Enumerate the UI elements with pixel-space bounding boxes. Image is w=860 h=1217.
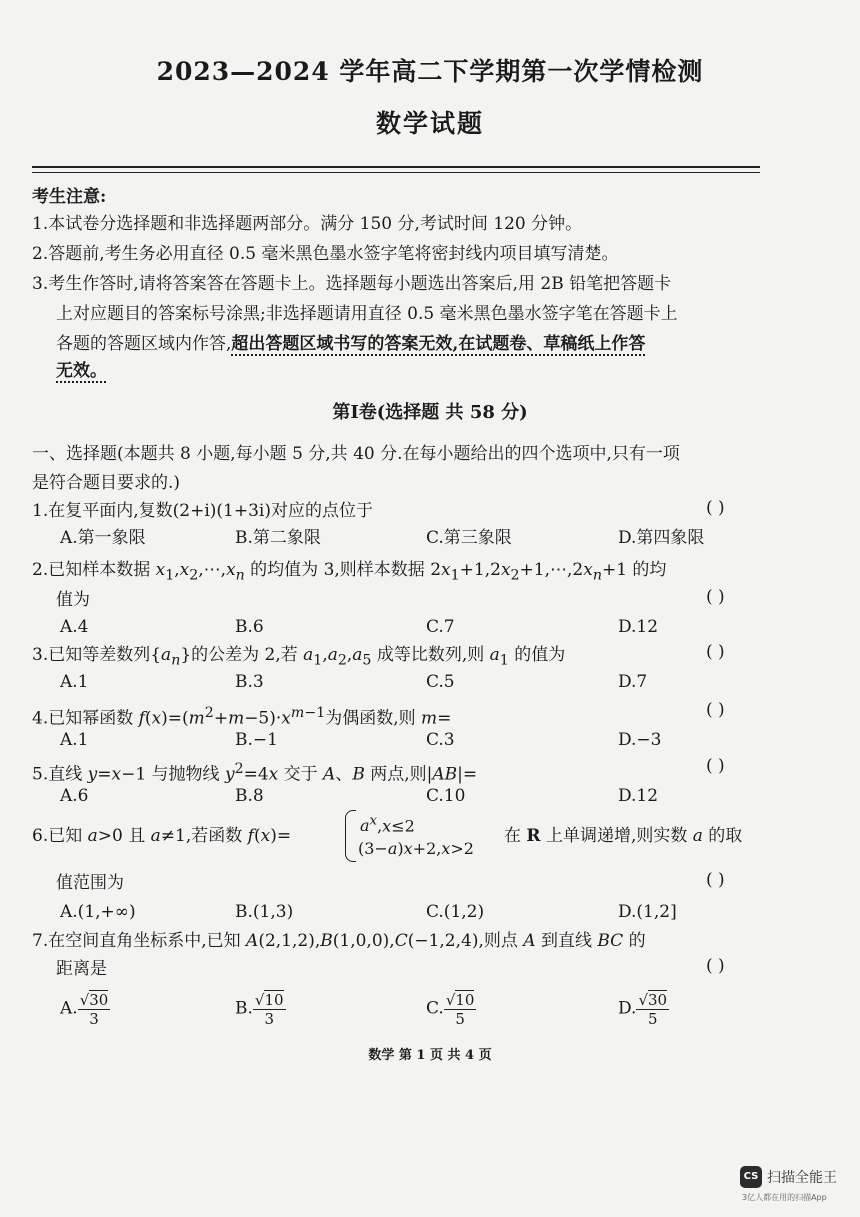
- notice-item-3-line-1: 3.考生作答时,请将答案答在答题卡上。选择题每小题选出答案后,用 2B 铅笔把答题卡: [32, 274, 672, 294]
- q3-text-a: 3.已知等差数列{: [32, 645, 162, 665]
- question-2-stem: 2.已知样本数据 $x_1,x_2,\cdots,x_n$ 的均值为 3,则样本数据 $2x_1+1,2x_2+1,\cdots,2x_n+1$ 的均: [32, 560, 667, 584]
- q5-option-b: B.8: [235, 786, 264, 806]
- notice-item-3-text: 各题的答题区域内作答,: [56, 334, 232, 354]
- q4-option-b: B.−1: [235, 730, 278, 750]
- q2-text-c: 的均: [627, 560, 667, 580]
- answer-paren: ( ): [706, 956, 725, 976]
- answer-paren: ( ): [706, 870, 725, 890]
- q7-option-d-label: D.: [618, 998, 637, 1019]
- scanner-logo-icon: CS: [740, 1166, 762, 1188]
- q3-text-d: 的值为: [508, 645, 566, 665]
- scanner-app-name: 扫描全能王: [767, 1170, 837, 1186]
- q3-option-b: B.3: [235, 672, 264, 692]
- q6-text-f: 的取: [702, 826, 743, 846]
- q6-option-a: A.(1,+∞): [60, 902, 136, 922]
- q7-b-numerator: 10: [264, 991, 284, 1009]
- q5-text-a: 5.直线: [32, 764, 88, 785]
- q7-option-d: D. $\frac{√30}{5}$: [618, 991, 668, 1028]
- scanner-tagline: 3亿人都在用的扫描App: [742, 1193, 827, 1202]
- question-5-stem: 5.直线 y=x−1 与抛物线 $y^2=4x$ 交于 A、B 两点,则|AB|=: [32, 761, 478, 785]
- q3-option-d: D.7: [618, 672, 648, 692]
- q7-text-a: 7.在空间直角坐标系中,已知: [32, 931, 247, 951]
- notice-heading: 考生注意:: [32, 187, 107, 207]
- piecewise-brace: [345, 810, 356, 862]
- q4-text-a: 4.已知幂函数: [32, 708, 139, 729]
- q6-text-c: ,若函数: [185, 826, 248, 846]
- piecewise-case-2: (3−a)x+2,x>2: [358, 839, 474, 858]
- notice-item-3-line-3: [56, 333, 645, 355]
- q1-option-b: B.第二象限: [235, 528, 321, 548]
- q6-option-d: D.(1,2]: [618, 902, 677, 922]
- q7-b-denominator: 3: [264, 1010, 274, 1028]
- answer-paren: ( ): [706, 756, 725, 776]
- question-6-stem-end: 在 R 上单调递增,则实数 a 的取: [504, 826, 743, 846]
- q2-text-a: 2.已知样本数据: [32, 560, 156, 580]
- q5-text-b: 与抛物线: [146, 764, 225, 785]
- q7-c-numerator: 10: [455, 991, 475, 1009]
- q7-option-b: B. $\frac{√10}{3}$: [235, 991, 284, 1028]
- notice-emphasis: 超出答题区域书写的答案无效,在试题卷、草稿纸上作答: [231, 334, 646, 354]
- notice-item-3-line-4: [56, 360, 107, 382]
- q3-text-c: 成等比数列,则: [371, 645, 490, 665]
- q5-option-d: D.12: [618, 786, 659, 806]
- q5-text-e: |=: [457, 764, 478, 785]
- q4-text-b: 为偶函数,则: [325, 708, 422, 729]
- section-title: 第Ⅰ卷(选择题 共 58 分): [332, 402, 528, 423]
- q7-option-a: A. $\frac{√30}{3}$: [60, 991, 109, 1028]
- q6-text-b: 且: [122, 826, 151, 846]
- title-rule-thin: [32, 172, 760, 173]
- q7-a-denominator: 3: [89, 1010, 99, 1028]
- question-7-stem: 7.在空间直角坐标系中,已知 A(2,1,2),B(1,0,0),C(−1,2,4),则点 A 到直线 BC 的: [32, 931, 646, 951]
- question-6-stem-start: 6.已知 a>0 且 a≠1,若函数 f(x)=: [32, 826, 292, 846]
- q2-option-a: A.4: [60, 617, 89, 637]
- notice-item-2: 2.答题前,考生务必用直径 0.5 毫米黑色墨水签字笔将密封线内项目填写清楚。: [32, 244, 619, 264]
- q3-option-a: A.1: [60, 672, 89, 692]
- q1-option-a: A.第一象限: [60, 528, 146, 548]
- q1-option-d: D.第四象限: [618, 528, 705, 548]
- q5-option-a: A.6: [60, 786, 89, 806]
- q5-option-c: C.10: [426, 786, 466, 806]
- q2-option-b: B.6: [235, 617, 264, 637]
- q4-option-d: D.−3: [618, 730, 662, 750]
- q3-option-c: C.5: [426, 672, 455, 692]
- question-3-stem: 3.已知等差数列$\{a_n\}$的公差为 2,若 $a_1,a_2,a_5$ 成等比数列,则 $a_1$ 的值为: [32, 645, 566, 669]
- title-rule-thick: [32, 166, 760, 168]
- answer-paren: ( ): [706, 498, 725, 518]
- q7-text-b: ,则点: [478, 931, 524, 951]
- q7-option-b-label: B.: [235, 998, 253, 1019]
- q6-option-c: C.(1,2): [426, 902, 485, 922]
- question-6-stem-line-2: 值范围为: [56, 873, 124, 893]
- q6-text-d: 在: [504, 826, 527, 846]
- answer-paren: ( ): [706, 587, 725, 607]
- q7-text-c: 到直线: [535, 931, 598, 951]
- exam-subtitle: 数学试题: [375, 109, 484, 138]
- notice-item-3-line-2: 上对应题目的答案标号涂黑;非选择题请用直径 0.5 毫米黑色墨水签字笔在答题卡上: [56, 304, 678, 324]
- q4-option-c: C.3: [426, 730, 455, 750]
- q7-option-c: C. $\frac{√10}{5}$: [426, 991, 475, 1028]
- q2-text-b: 的均值为 3,则样本数据: [244, 560, 431, 580]
- q7-a-numerator: 30: [89, 991, 109, 1009]
- section-intro-line-1: 一、选择题(本题共 8 小题,每小题 5 分,共 40 分.在每小题给出的四个选项中,只有一项: [32, 444, 680, 464]
- question-7-stem-line-2: 距离是: [56, 959, 107, 979]
- section-intro-line-2: 是符合题目要求的.): [32, 473, 181, 493]
- answer-paren: ( ): [706, 642, 725, 662]
- q5-text-d: 两点,则|: [364, 764, 433, 785]
- q7-d-numerator: 30: [648, 991, 668, 1009]
- q5-text-c: 交于: [278, 764, 324, 785]
- q4-option-a: A.1: [60, 730, 89, 750]
- q6-text-a: 6.已知: [32, 826, 88, 846]
- q7-text-d: 的: [623, 931, 646, 951]
- question-1-stem: 1.在复平面内,复数(2+i)(1+3i)对应的点位于: [32, 501, 373, 521]
- answer-paren: ( ): [706, 700, 725, 720]
- question-2-stem-line-2: 值为: [56, 590, 90, 610]
- q7-c-denominator: 5: [455, 1010, 465, 1028]
- q7-d-denominator: 5: [647, 1010, 658, 1028]
- exam-title: 2023—2024 学年高二下学期第一次学情检测: [156, 57, 704, 86]
- piecewise-case-1: $a^x,x\le 2$: [360, 814, 415, 836]
- q6-option-b: B.(1,3): [235, 902, 294, 922]
- question-4-stem: 4.已知幂函数 $f(x)=(m^2+m-5)\cdot x^{m-1}$为偶函数,则 m=: [32, 705, 452, 729]
- q6-text-e: 上单调递增,则实数: [540, 826, 693, 846]
- q7-option-c-label: C.: [426, 998, 444, 1019]
- q1-option-c: C.第三象限: [426, 528, 512, 548]
- q3-text-b: }的公差为 2,若: [180, 645, 304, 665]
- notice-item-1: 1.本试卷分选择题和非选择题两部分。满分 150 分,考试时间 120 分钟。: [32, 214, 583, 234]
- page-footer: 数学 第 1 页 共 4 页: [368, 1048, 492, 1063]
- notice-emphasis-end: 无效。: [56, 361, 107, 381]
- q7-option-a-label: A.: [60, 998, 78, 1019]
- q2-option-c: C.7: [426, 617, 455, 637]
- q2-option-d: D.12: [618, 617, 659, 637]
